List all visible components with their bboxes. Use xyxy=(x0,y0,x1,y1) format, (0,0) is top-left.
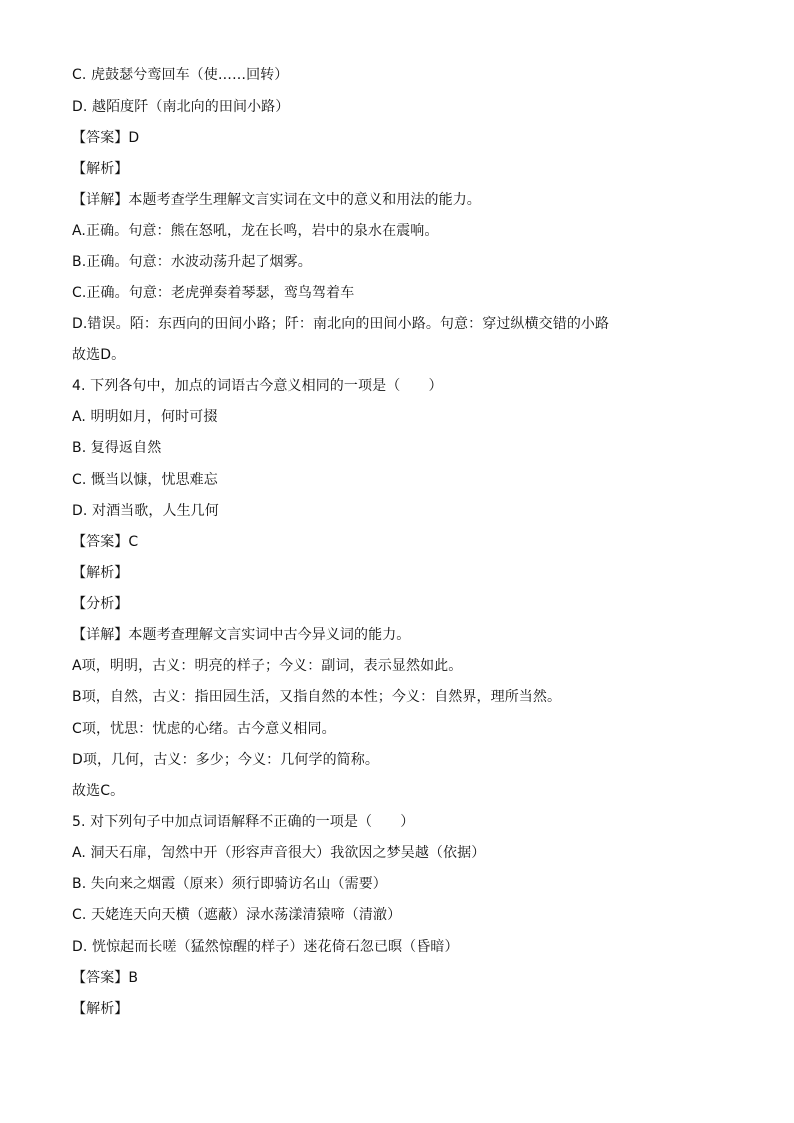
question-5-option-d: D. 恍惊起而长嗟（猛然惊醒的样子）迷花倚石忽已暝（昏暗） xyxy=(72,939,459,955)
analysis-subheading: 【分析】 xyxy=(72,596,129,612)
analysis-heading: 【解析】 xyxy=(72,565,129,581)
question-4-option-a: A. 明明如月，何时可掇 xyxy=(72,409,218,425)
conclusion-line: 故选D。 xyxy=(72,347,126,363)
explanation-d: D项，几何，古义：多少；今义：几何学的简称。 xyxy=(72,752,379,768)
explanation-a: A项，明明，古义：明亮的样子；今义：副词，表示显然如此。 xyxy=(72,658,463,674)
question-5-option-a: A. 洞天石扉，訇然中开（形容声音很大）我欲因之梦吴越（依据） xyxy=(72,845,486,861)
question-4-stem: 4. 下列各句中，加点的词语古今意义相同的一项是（ ） xyxy=(72,378,443,394)
question-5-option-b: B. 失向来之烟霞（原来）须行即骑访名山（需要） xyxy=(72,876,387,892)
conclusion-line: 故选C。 xyxy=(72,783,125,799)
option-d-line: D. 越陌度阡（南北向的田间小路） xyxy=(72,99,290,115)
answer-line: 【答案】C xyxy=(72,534,139,550)
detail-explanation: 【详解】本题考查理解文言实词中古今异义词的能力。 xyxy=(72,627,411,643)
option-c-line: C. 虎鼓瑟兮鸾回车（使……回转） xyxy=(72,67,289,83)
analysis-heading: 【解析】 xyxy=(72,1001,129,1017)
question-4-option-b: B. 复得返自然 xyxy=(72,440,162,456)
explanation-c: C.正确。句意：老虎弹奏着琴瑟，鸾鸟驾着车 xyxy=(72,285,355,301)
detail-explanation: 【详解】本题考查学生理解文言实词在文中的意义和用法的能力。 xyxy=(72,192,481,208)
explanation-d: D.错误。陌：东西向的田间小路；阡：南北向的田间小路。句意：穿过纵横交错的小路 xyxy=(72,316,610,332)
question-4-option-c: C. 慨当以慷，忧思难忘 xyxy=(72,472,218,488)
explanation-c: C项，忧思：忧虑的心绪。古今意义相同。 xyxy=(72,721,336,737)
question-5-option-c: C. 天姥连天向天横（遮蔽）渌水荡漾清猿啼（清澈） xyxy=(72,907,402,923)
question-5-stem: 5. 对下列句子中加点词语解释不正确的一项是（ ） xyxy=(72,814,415,830)
analysis-heading: 【解析】 xyxy=(72,161,129,177)
explanation-b: B.正确。句意：水波动荡升起了烟雾。 xyxy=(72,254,312,270)
answer-line: 【答案】B xyxy=(72,970,139,986)
question-4-option-d: D. 对酒当歌，人生几何 xyxy=(72,503,219,519)
explanation-a: A.正确。句意：熊在怒吼，龙在长鸣，岩中的泉水在震响。 xyxy=(72,223,439,239)
answer-line: 【答案】D xyxy=(72,130,140,146)
explanation-b: B项，自然，古义：指田园生活，又指自然的本性；今义：自然界，理所当然。 xyxy=(72,689,562,705)
